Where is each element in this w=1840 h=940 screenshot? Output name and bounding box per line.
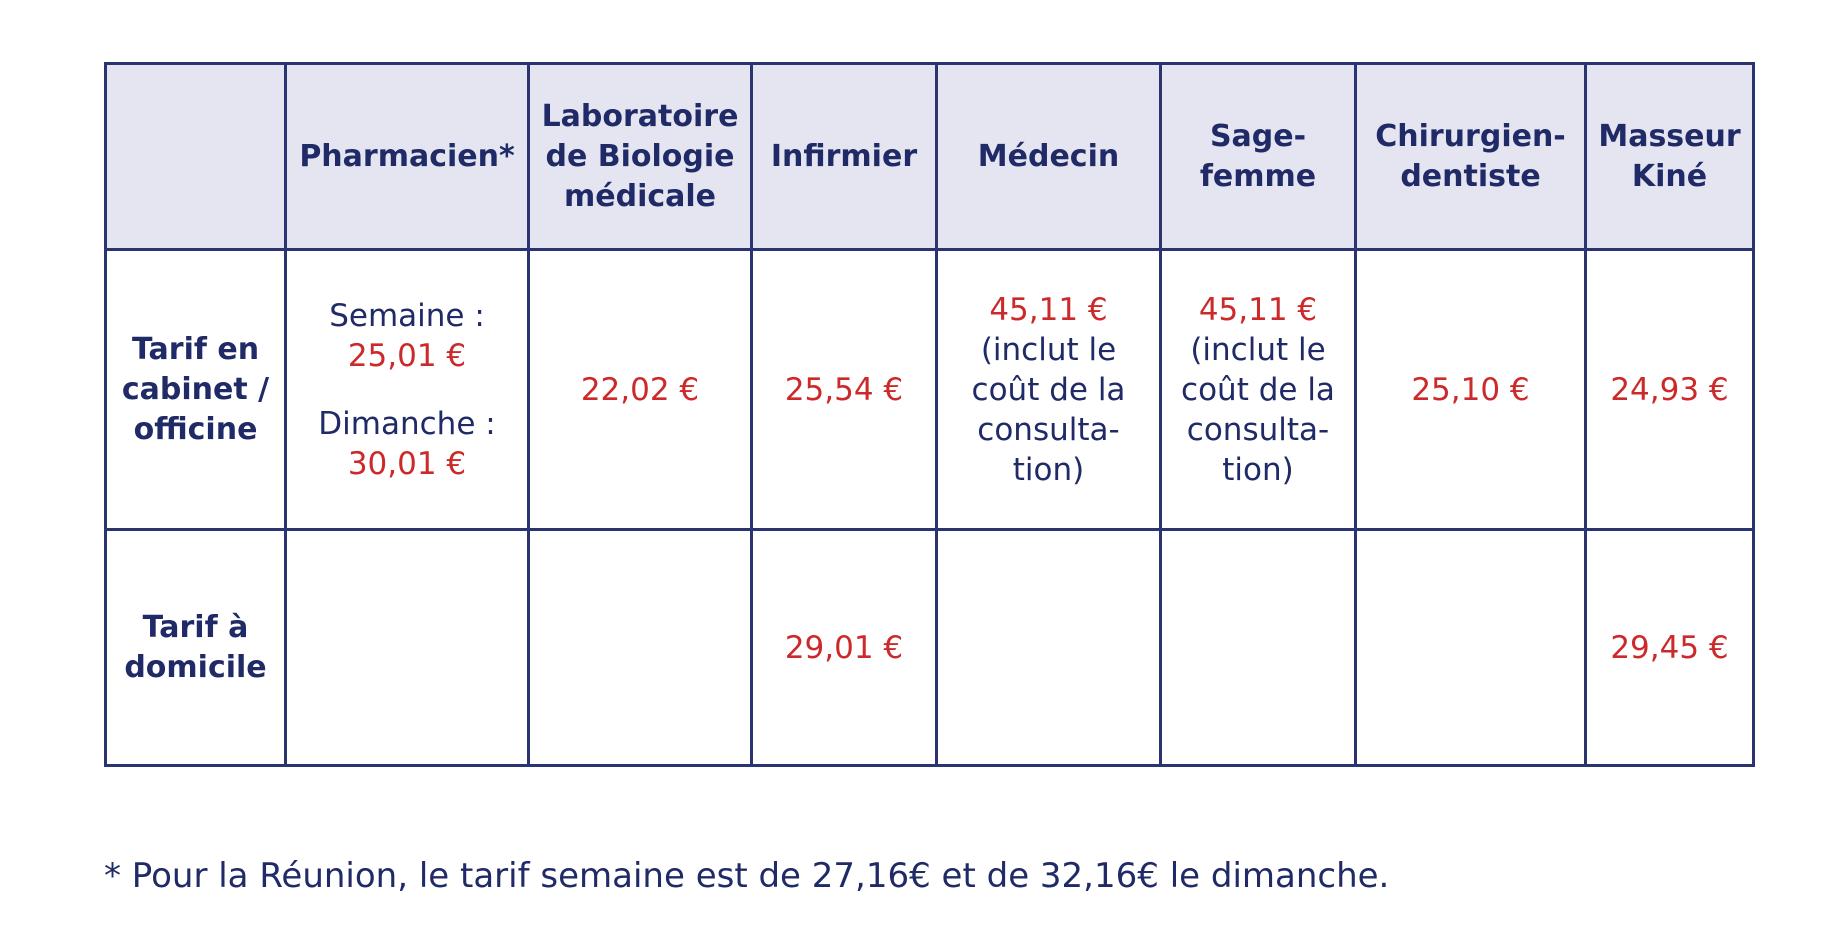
cell-domicile-laboratoire [529,530,752,766]
dimanche-label: Dimanche : [318,405,496,442]
header-masseur-kine-line-2: Kiné [1631,158,1708,194]
sage-femme-note-line-4: tion) [1222,451,1294,488]
cell-domicile-infirmier [752,530,937,766]
header-infirmier [752,64,937,250]
cell-cabinet-sage-femme [1161,250,1356,530]
row-label-cabinet-line-2: cabinet / [121,371,270,407]
medecin-note-line-2: coût de la [971,371,1126,408]
sage-femme-note-line-2: coût de la [1181,371,1335,408]
header-chirurgien-dentiste-line-1: Chirurgien- [1375,118,1566,154]
row-label-domicile [106,530,286,766]
price-cabinet-medecin: 45,11 € [989,291,1108,328]
medecin-note-line-4: tion) [1012,451,1085,488]
cell-cabinet-masseur-kine [1586,250,1754,530]
price-cabinet-sage-femme: 45,11 € [1198,291,1318,328]
row-label-domicile-line-1: Tarif à [142,609,249,645]
header-masseur-kine [1586,64,1754,250]
header-laboratoire-line-3: médicale [563,178,717,214]
cell-domicile-sage-femme [1161,530,1356,766]
semaine-price: 25,01 € [347,337,467,374]
cell-cabinet-laboratoire [529,250,752,530]
price-cabinet-masseur-kine: 24,93 € [1610,371,1729,408]
sage-femme-note-line-3: consulta- [1186,411,1330,448]
row-label-domicile-line-2: domicile [124,649,267,685]
price-cabinet-chirurgien-dentiste: 25,10 € [1411,371,1530,408]
row-label-cabinet [106,250,286,530]
row-label-cabinet-line-3: officine [133,411,258,447]
cell-cabinet-chirurgien-dentiste [1356,250,1586,530]
header-row [106,64,1754,250]
price-cabinet-infirmier: 25,54 € [784,371,904,408]
header-sage-femme-line-1: Sage- [1209,118,1307,154]
cell-cabinet-medecin [937,250,1161,530]
price-domicile-masseur-kine: 29,45 € [1610,629,1729,666]
spacer [291,376,523,404]
table-row-cabinet [106,250,1754,530]
price-cabinet-laboratoire: 22,02 € [580,371,700,408]
header-infirmier-line: Infirmier [770,138,918,174]
sage-femme-note-line-1: (inclut le [1190,331,1326,368]
cell-domicile-chirurgien-dentiste [1356,530,1586,766]
header-laboratoire-line-2: de Biologie [545,138,735,174]
header-pharmacien-line: Pharmacien* [299,138,515,174]
semaine-label: Semaine : [329,297,485,334]
cell-domicile-medecin [937,530,1161,766]
cell-domicile-pharmacien [286,530,529,766]
cell-cabinet-infirmier [752,250,937,530]
cell-cabinet-pharmacien [286,250,529,530]
header-laboratoire [529,64,752,250]
corner-cell [106,64,286,250]
medecin-note-line-3: consulta- [977,411,1120,448]
header-sage-femme [1161,64,1356,250]
row-label-cabinet-line-1: Tarif en [131,331,260,367]
table-row-domicile [106,530,1754,766]
footnote: * Pour la Réunion, le tarif semaine est de 27,16€ et de 32,16€ le dimanche. [104,856,1390,896]
header-pharmacien [286,64,529,250]
header-chirurgien-dentiste-line-2: dentiste [1400,158,1541,194]
header-sage-femme-line-2: femme [1199,158,1317,194]
tariff-table [104,62,1755,767]
medecin-note-line-1: (inclut le [980,331,1117,368]
price-domicile-infirmier: 29,01 € [784,629,904,666]
cell-domicile-masseur-kine [1586,530,1754,766]
header-laboratoire-line-1: Laboratoire [541,98,739,134]
header-masseur-kine-line-1: Masseur [1598,118,1741,154]
header-medecin-line: Médecin [977,138,1120,174]
header-medecin [937,64,1161,250]
header-chirurgien-dentiste [1356,64,1586,250]
dimanche-price: 30,01 € [347,445,467,482]
